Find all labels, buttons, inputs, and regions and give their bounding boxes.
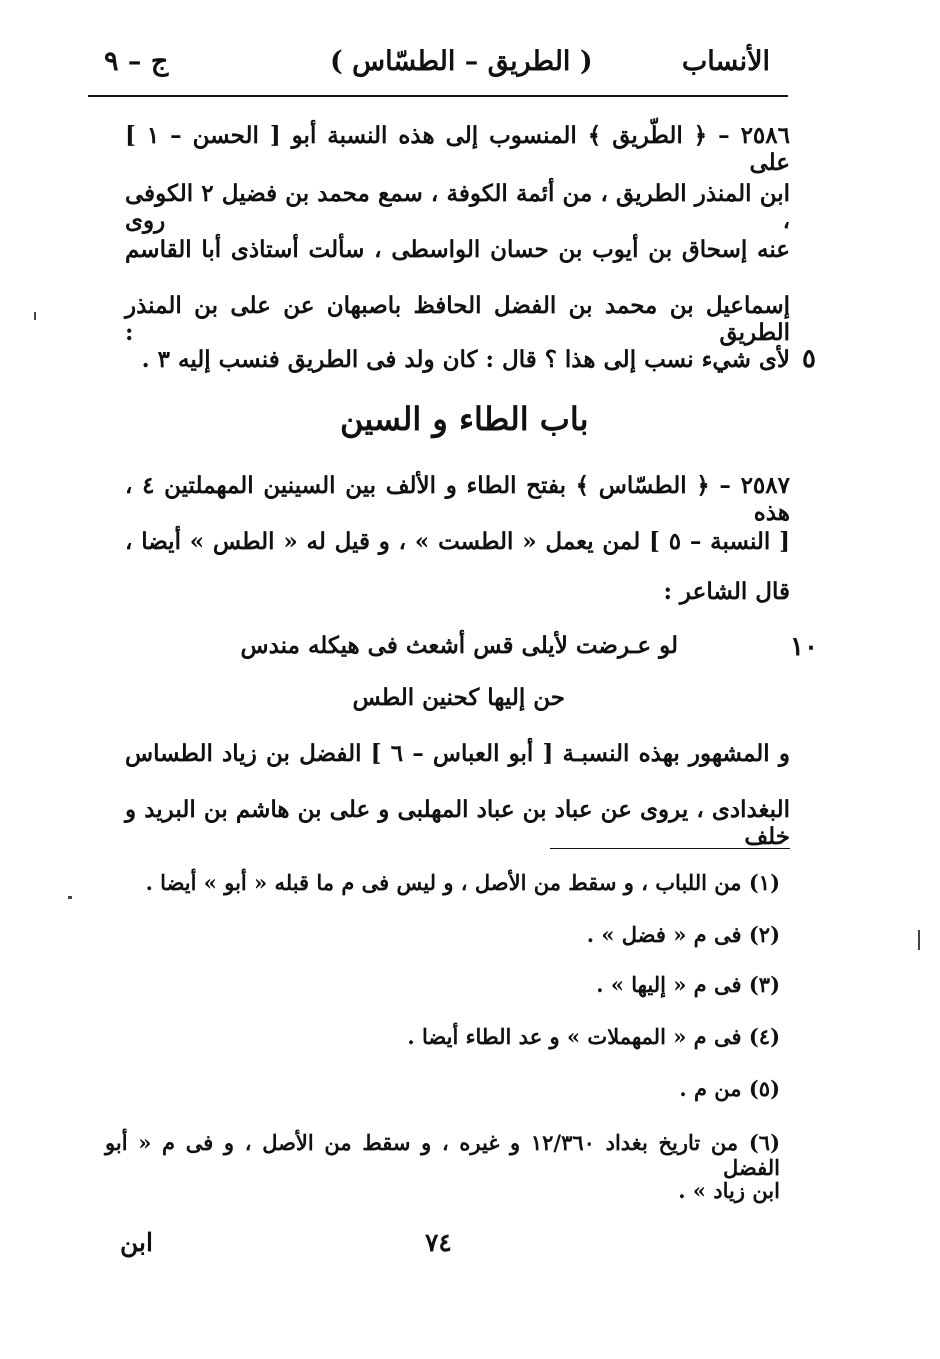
entry-2587-line-3: قال الشاعر : [663, 578, 790, 605]
page-number: ٧٤ [425, 1228, 452, 1257]
entry-2587-line-5: البغدادى ، يروى عن عباد بن عباد المهلبى و على بن هاشم بن البريد و خلف [125, 796, 790, 850]
entry-2586-line-2: ابن المنذر الطريق ، من أئمة الكوفة ، سمع محمد بن فضيل ٢ الكوفى ، روى [125, 180, 790, 234]
footnote-1: (١) من اللباب ، و سقط من الأصل ، و ليس فى م ما قبله « أبو » أيضا . [145, 870, 780, 895]
footnote-5: (٥) من م . [679, 1076, 780, 1101]
running-center-title: ( الطريق – الطسّاس ) [330, 46, 593, 77]
footnote-6-line-2: ابن زياد » . [678, 1178, 780, 1203]
entry-2587-line-2: [ النسبة – ٥ ] لمن يعمل « الطست » ، و قيل له « الطس » أيضا ، [125, 528, 790, 555]
scan-speck [34, 312, 36, 320]
footnote-3: (٣) فى م « إليها » . [596, 972, 780, 997]
scan-speck [918, 930, 920, 950]
catchword: ابن [120, 1228, 153, 1257]
footnote-4: (٤) فى م « المهملات » و عد الطاء أيضا . [407, 1024, 780, 1049]
verse-line-2: حن إليها كحنين الطس [352, 684, 565, 711]
entry-2587-line-1: ٢٥٨٧ – ﴿ الطسّاس ﴾ بفتح الطاء و الألف بين السينين المهملتين ٤ ، هذه [125, 472, 790, 526]
line-number-5: ٥ [802, 344, 816, 374]
running-title: الأنساب [681, 46, 770, 77]
footnote-6-line-1: (٦) من تاريخ بغداد ١٢/٣٦٠ و غيره ، و سقط من الأصل ، و فى م « أبو الفضل [105, 1130, 780, 1180]
volume-label: ج – ٩ [104, 46, 169, 77]
entry-2586-line-1: ٢٥٨٦ – ﴿ الطّريق ﴾ المنسوب إلى هذه النسبة أبو [ الحسن – ١ ] على [125, 122, 790, 176]
entry-2587-line-4: و المشهور بهذه النسبـة [ أبو العباس – ٦ ] الفضل بن زياد الطساس [125, 740, 790, 767]
entry-2586-line-5: لأى شيء نسب إلى هذا ؟ قال : كان ولد فى الطريق فنسب إليه ٣ . [141, 346, 790, 373]
entry-2586-line-4: إسماعيل بن محمد بن الفضل الحافظ باصبهان عن على بن المنذر الطريق : [125, 292, 790, 346]
footnote-rule [550, 848, 790, 849]
header-rule [88, 95, 788, 97]
footnote-2: (٢) فى م « فضل » . [586, 922, 780, 947]
section-heading: باب الطاء و السين [340, 400, 589, 438]
line-number-10: ١٠ [790, 632, 818, 662]
verse-line-1: لو عـرضت لأيلى قس أشعث فى هيكله مندس [240, 632, 678, 659]
entry-2586-line-3: عنه إسحاق بن أيوب بن حسان الواسطى ، سألت أستاذى أبا القاسم [125, 236, 790, 263]
scan-speck [68, 896, 72, 899]
